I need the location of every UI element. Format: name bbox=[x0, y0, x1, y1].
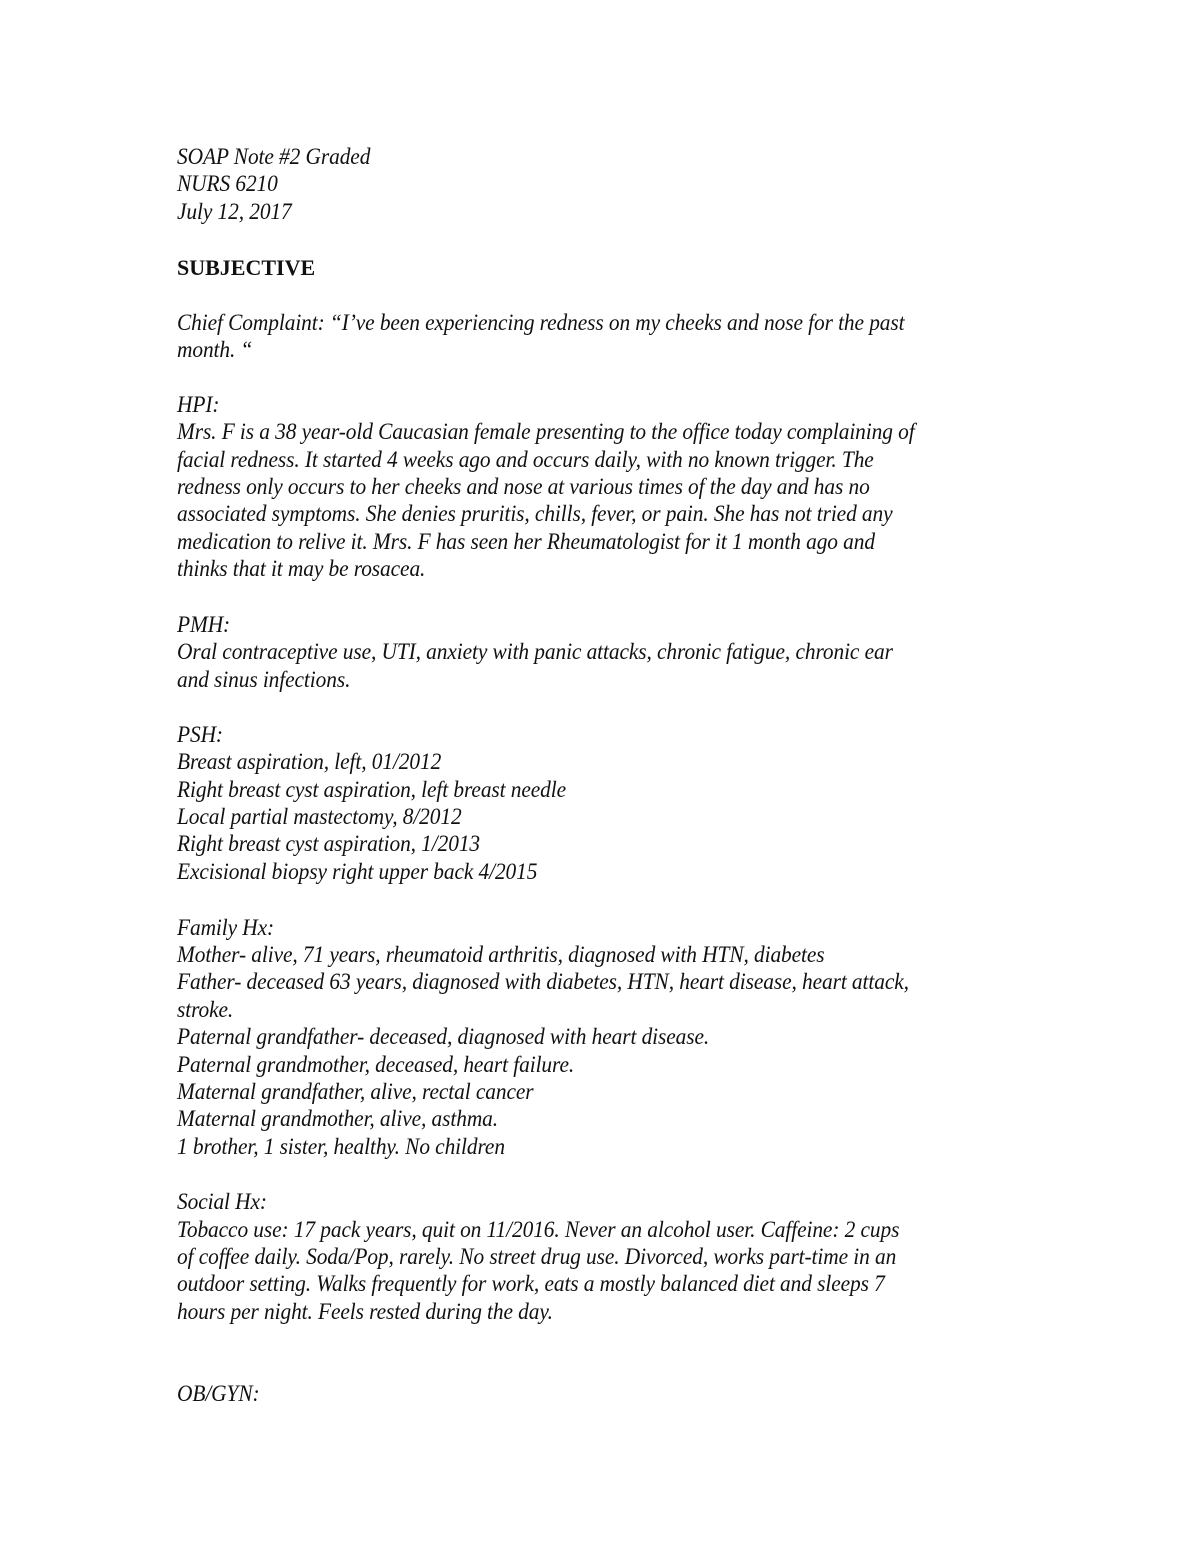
social-hx-line: Tobacco use: 17 pack years, quit on 11/2016. Never an alcohol user. Caffeine: 2 cups bbox=[177, 1217, 900, 1242]
psh-item: Breast aspiration, left, 01/2012 bbox=[177, 749, 442, 774]
ob-gyn-label: OB/GYN: bbox=[177, 1381, 260, 1406]
psh-label: PSH: bbox=[177, 722, 223, 747]
document-date: July 12, 2017 bbox=[177, 199, 292, 224]
chief-complaint-line: month. “ bbox=[177, 337, 253, 362]
family-hx-item: Paternal grandmother, deceased, heart failure. bbox=[177, 1052, 575, 1077]
document-title: SOAP Note #2 Graded bbox=[177, 144, 371, 169]
social-hx-label: Social Hx: bbox=[177, 1189, 267, 1214]
psh-item: Excisional biopsy right upper back 4/2015 bbox=[177, 859, 538, 884]
chief-complaint-line: Chief Complaint: “I’ve been experiencing redness on my cheeks and nose for the past bbox=[177, 310, 905, 335]
family-hx-item: Maternal grandmother, alive, asthma. bbox=[177, 1106, 499, 1131]
hpi-line: facial redness. It started 4 weeks ago and occurs daily, with no known trigger. The bbox=[177, 447, 874, 472]
psh-item: Right breast cyst aspiration, left breast needle bbox=[177, 777, 567, 802]
course-code: NURS 6210 bbox=[177, 171, 278, 196]
hpi-line: thinks that it may be rosacea. bbox=[177, 556, 426, 581]
hpi-line: medication to relive it. Mrs. F has seen her Rheumatologist for it 1 month ago and bbox=[177, 529, 875, 554]
family-hx-item: Maternal grandfather, alive, rectal cancer bbox=[177, 1079, 534, 1104]
family-hx-item: Mother- alive, 71 years, rheumatoid arthritis, diagnosed with HTN, diabetes bbox=[177, 942, 825, 967]
hpi-line: redness only occurs to her cheeks and nose at various times of the day and has no bbox=[177, 474, 870, 499]
family-hx-item: 1 brother, 1 sister, healthy. No children bbox=[177, 1134, 505, 1159]
social-hx-line: of coffee daily. Soda/Pop, rarely. No street drug use. Divorced, works part-time in an bbox=[177, 1244, 897, 1269]
family-hx-item: Father- deceased 63 years, diagnosed with diabetes, HTN, heart disease, heart attack, bbox=[177, 969, 909, 994]
pmh-line: and sinus infections. bbox=[177, 667, 351, 692]
social-hx-line: hours per night. Feels rested during the day. bbox=[177, 1299, 553, 1324]
family-hx-item: stroke. bbox=[177, 997, 234, 1022]
hpi-label: HPI: bbox=[177, 392, 220, 417]
family-hx-label: Family Hx: bbox=[177, 915, 275, 940]
hpi-line: associated symptoms. She denies pruritis, chills, fever, or pain. She has not tried any bbox=[177, 501, 893, 526]
section-heading-subjective: SUBJECTIVE bbox=[177, 255, 316, 280]
pmh-line: Oral contraceptive use, UTI, anxiety with panic attacks, chronic fatigue, chronic ear bbox=[177, 639, 893, 664]
pmh-label: PMH: bbox=[177, 612, 231, 637]
family-hx-item: Paternal grandfather- deceased, diagnosed with heart disease. bbox=[177, 1024, 710, 1049]
psh-item: Right breast cyst aspiration, 1/2013 bbox=[177, 831, 481, 856]
social-hx-line: outdoor setting. Walks frequently for work, eats a mostly balanced diet and sleeps 7 bbox=[177, 1271, 885, 1296]
hpi-line: Mrs. F is a 38 year-old Caucasian female presenting to the office today complaining of bbox=[177, 419, 915, 444]
psh-item: Local partial mastectomy, 8/2012 bbox=[177, 804, 462, 829]
